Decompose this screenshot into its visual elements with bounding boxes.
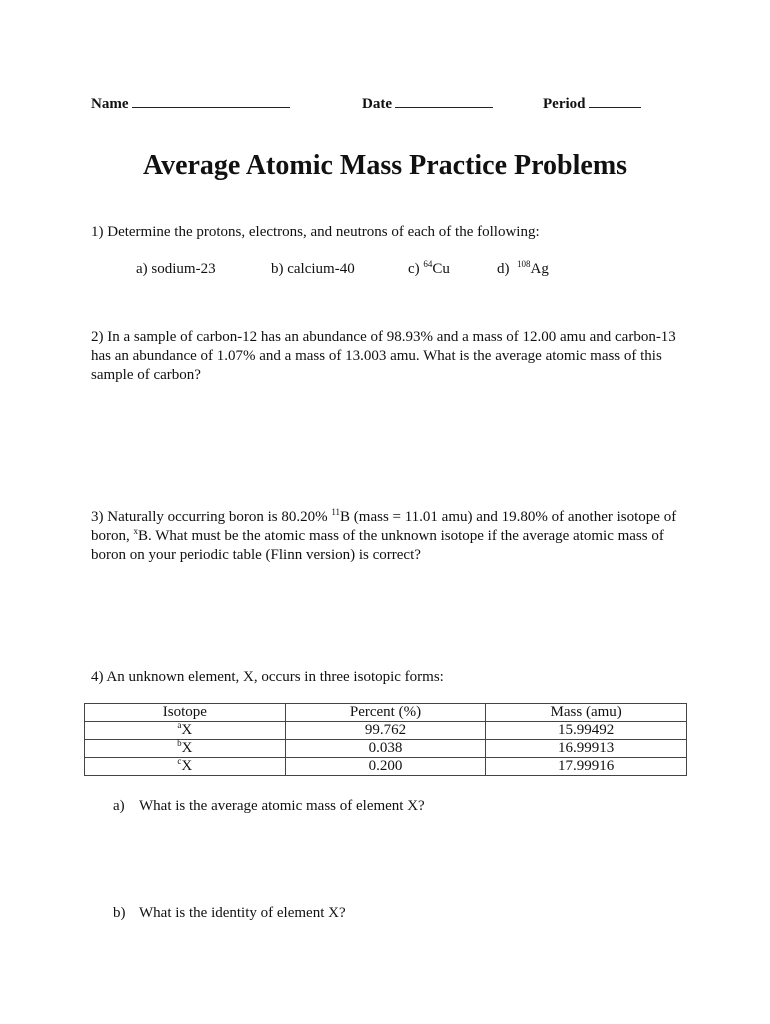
q3-sup2: x	[133, 526, 138, 536]
q4a-text: What is the average atomic mass of element X?	[139, 798, 425, 814]
q1-item-c-mass: 64	[423, 259, 433, 269]
q2-text: 2) In a sample of carbon-12 has an abundance of 98.93% and a mass of 12.00 amu and carbon-13 has an abundance of 1.07% and a mass of 13.003 amu. What is the average atomic mass of this sample of carbon?	[91, 329, 676, 383]
table-header-cell: Percent (%)	[285, 704, 486, 722]
date-label: Date	[362, 96, 392, 112]
period-label: Period	[543, 96, 586, 112]
percent-cell: 0.038	[285, 740, 486, 758]
percent-cell: 0.200	[285, 758, 486, 776]
name-label: Name	[91, 96, 129, 112]
mass-cell: 15.99492	[486, 722, 687, 740]
q1-item-a: a) sodium-23	[136, 261, 216, 277]
q1-item-c-symbol: Cu	[432, 261, 450, 277]
q4a-label: a)	[113, 798, 125, 814]
mass-cell: 16.99913	[486, 740, 687, 758]
table-row	[85, 740, 687, 758]
isotope-cell	[85, 722, 286, 740]
isotope-symbol: X	[181, 740, 193, 756]
name-field	[91, 94, 290, 113]
q1-item-d	[497, 260, 549, 279]
q3-sup1: 11	[331, 507, 341, 517]
isotope-cell	[85, 740, 286, 758]
date-field	[362, 94, 493, 113]
q1-item-c-prefix: c)	[408, 261, 420, 277]
isotope-table	[84, 703, 687, 776]
q3-part3: B. What must be the atomic mass of the unknown isotope if the average atomic mass of boron on your periodic table (Flinn version) is correct?	[91, 528, 664, 563]
isotope-symbol: X	[181, 758, 193, 774]
q1-item-b: b) calcium-40	[271, 261, 355, 277]
table-header-cell: Mass (amu)	[486, 704, 687, 722]
q1-item-d-prefix: d)	[497, 261, 510, 277]
name-blank[interactable]	[132, 94, 290, 108]
isotope-sup: c	[177, 756, 182, 766]
q1-item-d-mass: 108	[517, 259, 531, 269]
q4b-text: What is the identity of element X?	[139, 905, 346, 921]
period-field	[543, 94, 641, 113]
table-header-row	[85, 704, 687, 722]
table-row	[85, 722, 687, 740]
q3-part1: 3) Naturally occurring boron is 80.20%	[91, 509, 332, 525]
q4-prompt: 4) An unknown element, X, occurs in three isotopic forms:	[91, 669, 444, 685]
page-title: Average Atomic Mass Practice Problems	[142, 150, 628, 181]
isotope-symbol: X	[181, 722, 193, 738]
q1-prompt: 1) Determine the protons, electrons, and neutrons of each of the following:	[91, 224, 540, 240]
table-row	[85, 758, 687, 776]
q3-text	[91, 508, 681, 565]
isotope-sup: a	[177, 720, 182, 730]
table-header-cell: Isotope	[85, 704, 286, 722]
q1-item-c	[408, 260, 450, 279]
period-blank[interactable]	[589, 94, 641, 108]
q4b-label: b)	[113, 905, 126, 921]
mass-cell: 17.99916	[486, 758, 687, 776]
isotope-cell	[85, 758, 286, 776]
q1-item-d-symbol: Ag	[530, 261, 549, 277]
date-blank[interactable]	[395, 94, 493, 108]
percent-cell: 99.762	[285, 722, 486, 740]
isotope-sup: b	[177, 738, 182, 748]
q3-part2: B (mass = 11.01 amu) and 19.80% of another isotope of boron,	[91, 509, 677, 544]
